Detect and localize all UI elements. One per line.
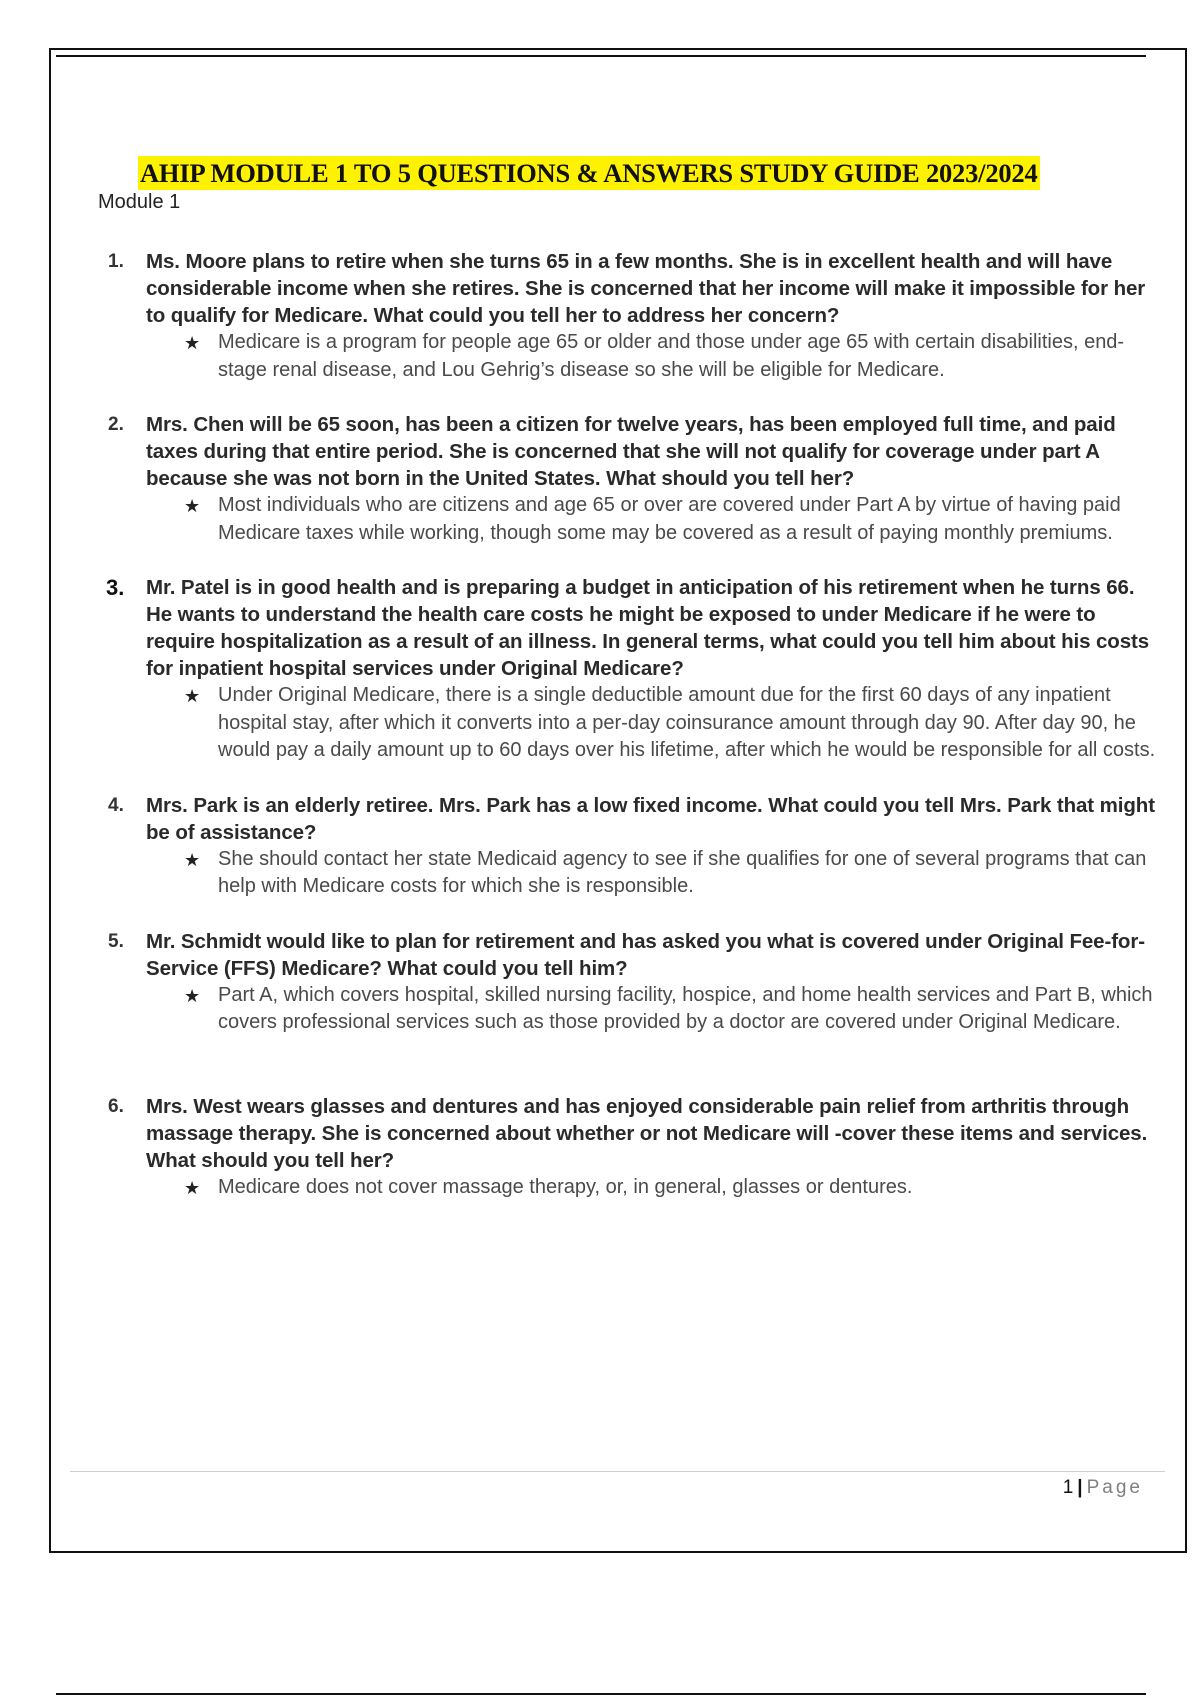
star-bullet-icon: ★: [184, 686, 201, 706]
question-number: 5.: [108, 930, 124, 952]
question-item: [100, 574, 1160, 765]
question-number: 2.: [108, 414, 124, 435]
question-text: Mr. Patel is in good health and is preparing a budget in anticipation of his retirement when he turns 66. He wants to understand the health care costs he might be exposed to under Medicare if he were to require hospitalization as a result of an illness. In general terms, what could you tell him about his costs for inpatient hospital services under Original Medicare?: [146, 576, 1150, 680]
question-text: Ms. Moore plans to retire when she turns 65 in a few months. She is in excellent health and will have considerable income when she retires. She is concerned that her income will make it impossible for her to qualify for Medicare. What could you tell her to address her concern?: [146, 250, 1146, 327]
question-item: [100, 928, 1160, 1037]
star-bullet-icon: ★: [184, 333, 201, 353]
answer-row: [146, 492, 1160, 547]
footer-rule: [70, 1471, 1165, 1472]
bottom-rule: [56, 1693, 1146, 1695]
star-bullet-icon: ★: [184, 985, 201, 1006]
answer-text: Part A, which covers hospital, skilled nursing facility, hospice, and home health services and Part B, which covers professional services such as those provided by a doctor are covered under Original Medicare.: [218, 983, 1153, 1033]
question-item: [100, 248, 1160, 384]
page-footer: [1063, 1477, 1143, 1499]
title-block: [138, 155, 1138, 191]
answer-text: Medicare does not cover massage therapy, or, in general, glasses or dentures.: [218, 1175, 913, 1198]
answer-row: [146, 1174, 1160, 1202]
answer-text: Medicare is a program for people age 65 or older and those under age 65 with certain disabilities, end-stage renal disease, and Lou Gehrig’s disease so she will be eligible for Medicare.: [218, 331, 1125, 381]
answer-row: [146, 682, 1160, 765]
question-number: 3.: [106, 575, 125, 600]
page-separator: |: [1077, 1477, 1084, 1498]
answer-text: Under Original Medicare, there is a single deductible amount due for the first 60 days of any inpatient hospital stay, after which it converts into a per-day coinsurance amount through day 90. After day 90, he would pay a daily amount up to 60 days over his lifetime, after which he would be responsible for all costs.: [218, 684, 1156, 761]
question-number: 6.: [108, 1095, 124, 1117]
answer-text: Most individuals who are citizens and age 65 or over are covered under Part A by virtue of having paid Medicare taxes while working, though some may be covered as a result of paying monthly premiums.: [218, 494, 1121, 544]
star-bullet-icon: ★: [184, 849, 201, 870]
question-text: Mrs. Park is an elderly retiree. Mrs. Park has a low fixed income. What could you tell Mrs. Park that might be of assistance?: [146, 793, 1155, 844]
question-text: Mrs. West wears glasses and dentures and has enjoyed considerable pain relief from arthritis through massage therapy. She is concerned about whether or not Medicare will -cover these items and services. What should you tell her?: [146, 1094, 1148, 1172]
question-text: Mr. Schmidt would like to plan for retirement and has asked you what is covered under Original Fee-for-Service (FFS) Medicare? What could you tell him?: [146, 929, 1145, 980]
top-rule: [56, 55, 1146, 57]
answer-row: [146, 329, 1160, 384]
star-bullet-icon: ★: [184, 1177, 201, 1198]
question-number: 4.: [108, 794, 124, 816]
module-label: Module 1: [98, 191, 181, 213]
answer-row: [146, 846, 1160, 901]
question-list: [100, 248, 1160, 1201]
question-item: [100, 1093, 1160, 1202]
answer-text: She should contact her state Medicaid agency to see if she qualifies for one of several programs that can help with Medicare costs for which she is responsible.: [218, 847, 1147, 897]
question-number: 1.: [108, 251, 124, 272]
question-item: [100, 792, 1160, 901]
question-text: Mrs. Chen will be 65 soon, has been a citizen for twelve years, has been employed full time, and paid taxes during that entire period. She is concerned that she will not qualify for coverage under part A because she was not born in the United States. What should you tell her?: [146, 413, 1116, 490]
answer-row: [146, 982, 1160, 1037]
question-item: [100, 411, 1160, 547]
page-number: 1: [1062, 1477, 1075, 1498]
page-word: Page: [1086, 1477, 1143, 1498]
document-title: AHIP MODULE 1 TO 5 QUESTIONS & ANSWERS STUDY GUIDE 2023/2024: [140, 158, 1038, 188]
star-bullet-icon: ★: [184, 496, 201, 516]
